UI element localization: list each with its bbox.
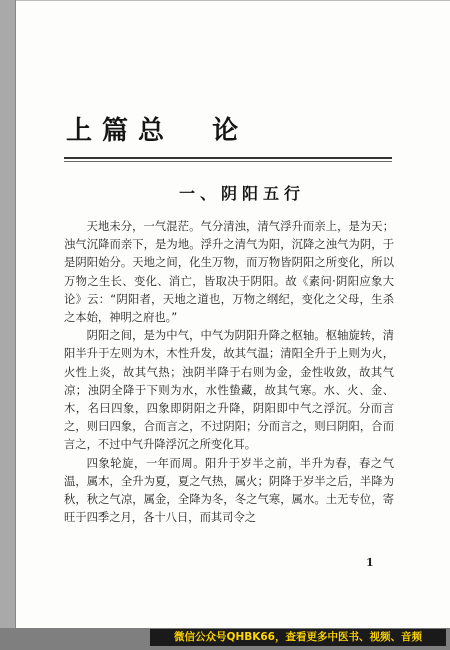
title-divider bbox=[64, 157, 392, 159]
paragraph: 四象轮旋，一年而周。阳升于岁半之前，半升为春，春之气温，属木，全升为夏，夏之气热，属火；阴降于岁半之后，半降为秋，秋之气凉，属金，全降为冬，冬之气寒，属水。土无专位，寄旺于四季之月，各十八日，而其司令之 bbox=[64, 456, 394, 525]
viewer-left-margin bbox=[0, 0, 16, 650]
body-text bbox=[64, 218, 394, 527]
title-divider-thin bbox=[64, 161, 392, 162]
page-number: 1 bbox=[366, 556, 374, 569]
section-title: 上篇总 论 bbox=[66, 116, 249, 146]
viewer-bottom-area bbox=[0, 628, 150, 650]
watermark-banner: 微信公众号QHBK66，查看更多中医书、视频、音频 bbox=[150, 629, 446, 646]
page-top-edge bbox=[16, 0, 450, 1]
chapter-title: 一、阴阳五行 bbox=[178, 184, 305, 203]
paragraph: 天地未分，一气混茫。气分清浊，清气浮升而亲上，是为天；浊气沉降而亲下，是为地。浮升之清气为阳，沉降之浊气为阴，于是阴阳始分。天地之间，化生万物，而万物皆阴阳之所变化，所以万物之生长、变化、消亡，皆取决于阴阳。故《素问·阴阳应象大论》云：“阴阳者，天地之道也，万物之纲纪，变化之父母，生杀之本始，神明之府也。” bbox=[64, 220, 394, 325]
document-page bbox=[16, 0, 450, 628]
paragraph: 阴阳之间，是为中气，中气为阴阳升降之枢轴。枢轴旋转，清阳半升于左则为木，木性升发，故其气温；清阳全升于上则为火，火性上炎，故其气热；浊阴半降于右则为金，金性收敛，故其气凉；浊阴全降于下则为水，水性蛰藏，故其气寒。水、火、金、木，名曰四象，四象即阴阳之升降，阴阳即中气之浮沉。分而言之，则曰四象，合而言之，不过阴阳；分而言之，则曰阴阳，合而言之，不过中气升降浮沉之所变化耳。 bbox=[64, 329, 394, 452]
